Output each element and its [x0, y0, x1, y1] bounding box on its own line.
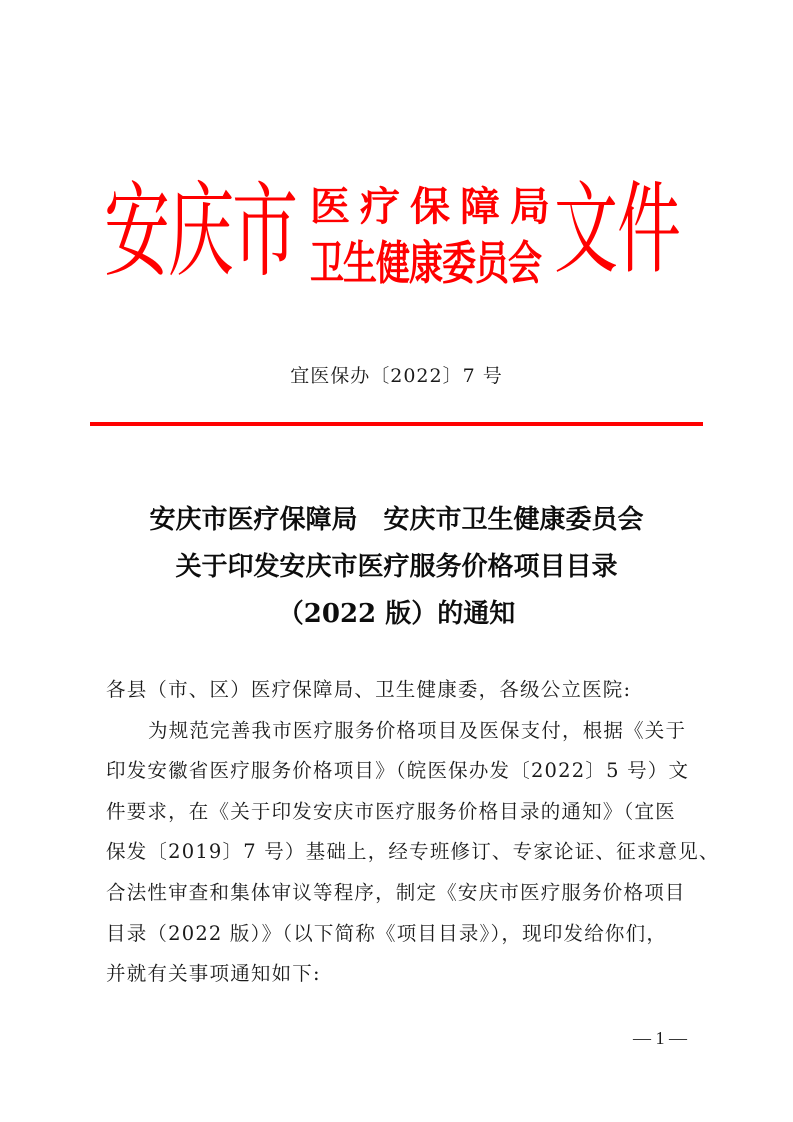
document-body	[106, 672, 720, 997]
masthead-org-health-commission: 卫生健康委员会	[310, 237, 541, 291]
body-paragraph-line: 印发安徽省医疗服务价格项目》（皖医保办发〔2022〕5 号）文	[106, 759, 690, 783]
body-paragraph-line: 保发〔2019〕7 号）基础上，经专班修订、专家论证、征求意见、	[106, 840, 720, 864]
body-paragraph-line: 件要求，在《关于印发安庆市医疗服务价格目录的通知》（宜医	[106, 799, 676, 823]
document-number: 宜医保办〔2022〕7 号	[290, 365, 503, 387]
title-line: （2022 版）的通知	[277, 599, 516, 629]
body-paragraph-line: 为规范完善我市医疗服务价格项目及医保支付，根据《关于	[148, 718, 687, 742]
body-paragraph-line: 并就有关事项通知如下:	[106, 962, 321, 986]
title-line: 安庆市医疗保障局 安庆市卫生健康委员会	[149, 505, 644, 535]
body-paragraph-line: 合法性审查和集体审议等程序，制定《安庆市医疗服务价格项目	[106, 880, 686, 904]
masthead-issuing-organizations	[310, 182, 560, 292]
page-number: — 1 —	[633, 1028, 687, 1048]
masthead-org-medical-security-bureau: 医疗保障局	[310, 183, 560, 230]
red-masthead	[100, 170, 700, 295]
masthead-city: 安庆市	[104, 171, 296, 292]
red-divider-line	[90, 422, 703, 426]
body-paragraph-line: 目录（2022 版）》（以下简称《项目目录》），现印发给你们，	[106, 921, 668, 945]
masthead-document-label: 文件	[554, 173, 680, 289]
salutation: 各县（市、区）医疗保障局、卫生健康委，各级公立医院:	[106, 678, 632, 701]
document-title	[0, 500, 793, 641]
title-line: 关于印发安庆市医疗服务价格项目目录	[175, 552, 618, 582]
